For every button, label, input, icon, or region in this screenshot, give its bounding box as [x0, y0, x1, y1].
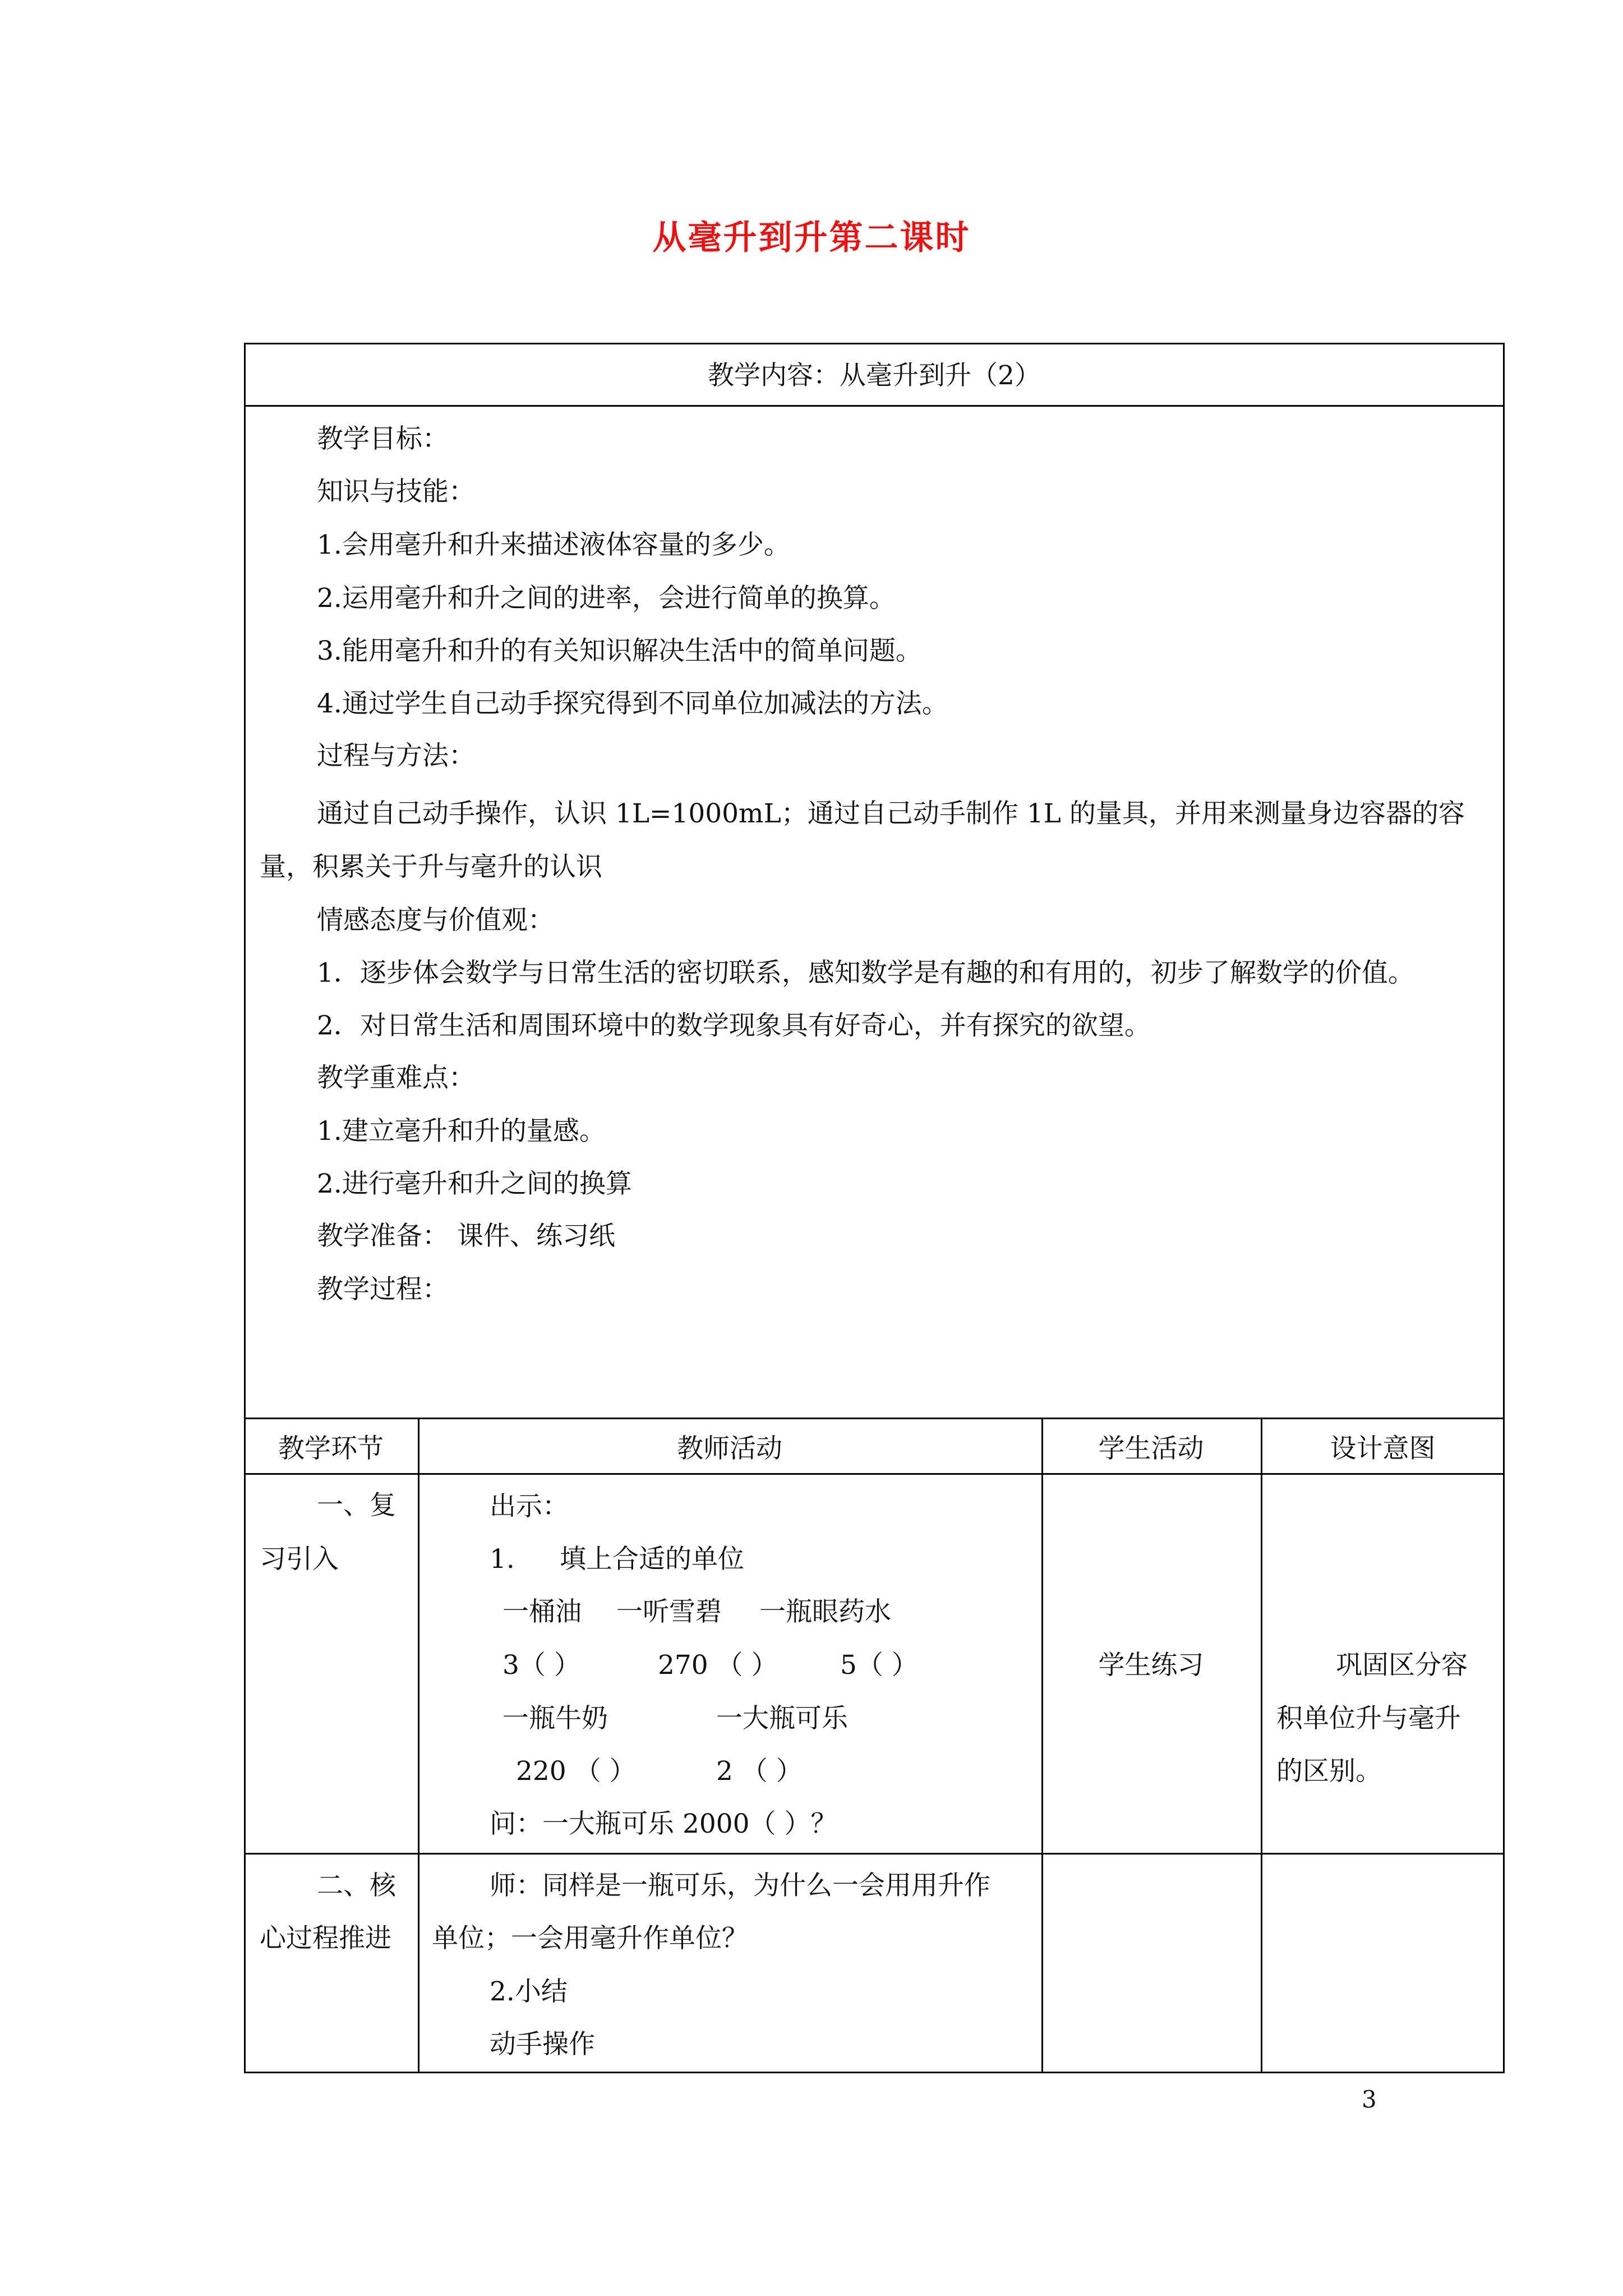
exercise-number: 1.	[490, 1544, 515, 1575]
knowledge-item: 2.运用毫升和升之间的进率，会进行简单的换算。	[317, 583, 896, 614]
column-divider	[418, 1418, 419, 2073]
preparation: 教学准备： 课件、练习纸	[317, 1221, 615, 1251]
table-divider	[244, 405, 1505, 407]
header-stage: 教学环节	[278, 1433, 384, 1464]
knowledge-heading: 知识与技能：	[317, 476, 475, 507]
item-label: 一桶油	[502, 1596, 582, 1627]
column-divider	[1261, 1418, 1262, 2073]
table-divider	[244, 1853, 1505, 1855]
header-student: 学生活动	[1098, 1433, 1204, 1464]
process-label: 教学过程：	[317, 1274, 449, 1305]
teacher-show: 出示：	[490, 1491, 569, 1522]
header-teacher: 教师活动	[677, 1433, 782, 1464]
item-value: 270 （ ）	[658, 1650, 778, 1681]
table-divider	[244, 1418, 1505, 1419]
key-item: 1.建立毫升和升的量感。	[317, 1116, 606, 1147]
page-number: 3	[1362, 2086, 1377, 2113]
emotion-item: 1．逐步体会数学与日常生活的密切联系，感知数学是有趣的和有用的，初步了解数学的价值。	[317, 958, 1414, 988]
key-heading: 教学重难点：	[317, 1062, 475, 1093]
teacher-question: 问：一大瓶可乐 2000（ ）？	[490, 1809, 837, 1839]
stage-label: 心过程推进	[260, 1923, 391, 1954]
objectives-heading: 教学目标：	[317, 424, 449, 454]
teacher-text: 师：同样是一瓶可乐，为什么一会用用升作	[490, 1870, 990, 1901]
item-label: 一大瓶可乐	[716, 1703, 848, 1734]
emotion-heading: 情感态度与价值观：	[317, 905, 554, 936]
item-value: 5（ ）	[840, 1650, 918, 1681]
student-activity: 学生练习	[1098, 1650, 1204, 1681]
knowledge-item: 1.会用毫升和升来描述液体容量的多少。	[317, 530, 790, 560]
knowledge-item: 4.通过学生自己动手探究得到不同单位加减法的方法。	[317, 688, 948, 719]
process-heading: 过程与方法：	[317, 740, 475, 771]
teacher-text: 单位；一会用毫升作单位？	[432, 1923, 748, 1954]
item-label: 一听雪碧	[616, 1596, 722, 1627]
process-text: 量，积累关于升与毫升的认识	[260, 852, 602, 882]
emotion-item: 2．对日常生活和周围环境中的数学现象具有好奇心，并有探究的欲望。	[317, 1010, 1151, 1041]
item-value: 2 （ ）	[716, 1756, 803, 1787]
item-value: 220 （ ）	[516, 1756, 636, 1787]
content-header: 教学内容：从毫升到升（2）	[708, 360, 1041, 391]
stage-label: 习引入	[260, 1544, 339, 1575]
design-intent: 的区别。	[1276, 1756, 1382, 1787]
document-title: 从毫升到升第二课时	[652, 218, 971, 257]
key-item: 2.进行毫升和升之间的换算	[317, 1168, 632, 1199]
item-label: 一瓶牛奶	[502, 1703, 608, 1734]
design-intent: 巩固区分容	[1336, 1650, 1468, 1681]
process-text: 通过自己动手操作，认识 1L=1000mL；通过自己动手制作 1L 的量具，并用来测量身边容器的容	[317, 798, 1465, 829]
header-intent: 设计意图	[1330, 1433, 1436, 1464]
teacher-text: 动手操作	[490, 2029, 595, 2060]
item-label: 一瓶眼药水	[759, 1596, 891, 1627]
stage-label: 一、复	[317, 1490, 396, 1521]
teacher-text: 2.小结	[490, 1976, 568, 2007]
item-value: 3（ ）	[502, 1650, 580, 1681]
table-divider	[244, 1473, 1505, 1475]
column-divider	[1041, 1418, 1043, 2073]
knowledge-item: 3.能用毫升和升的有关知识解决生活中的简单问题。	[317, 636, 922, 666]
stage-label: 二、核	[317, 1870, 396, 1901]
exercise-text: 填上合适的单位	[560, 1544, 744, 1575]
design-intent: 积单位升与毫升	[1276, 1703, 1461, 1734]
